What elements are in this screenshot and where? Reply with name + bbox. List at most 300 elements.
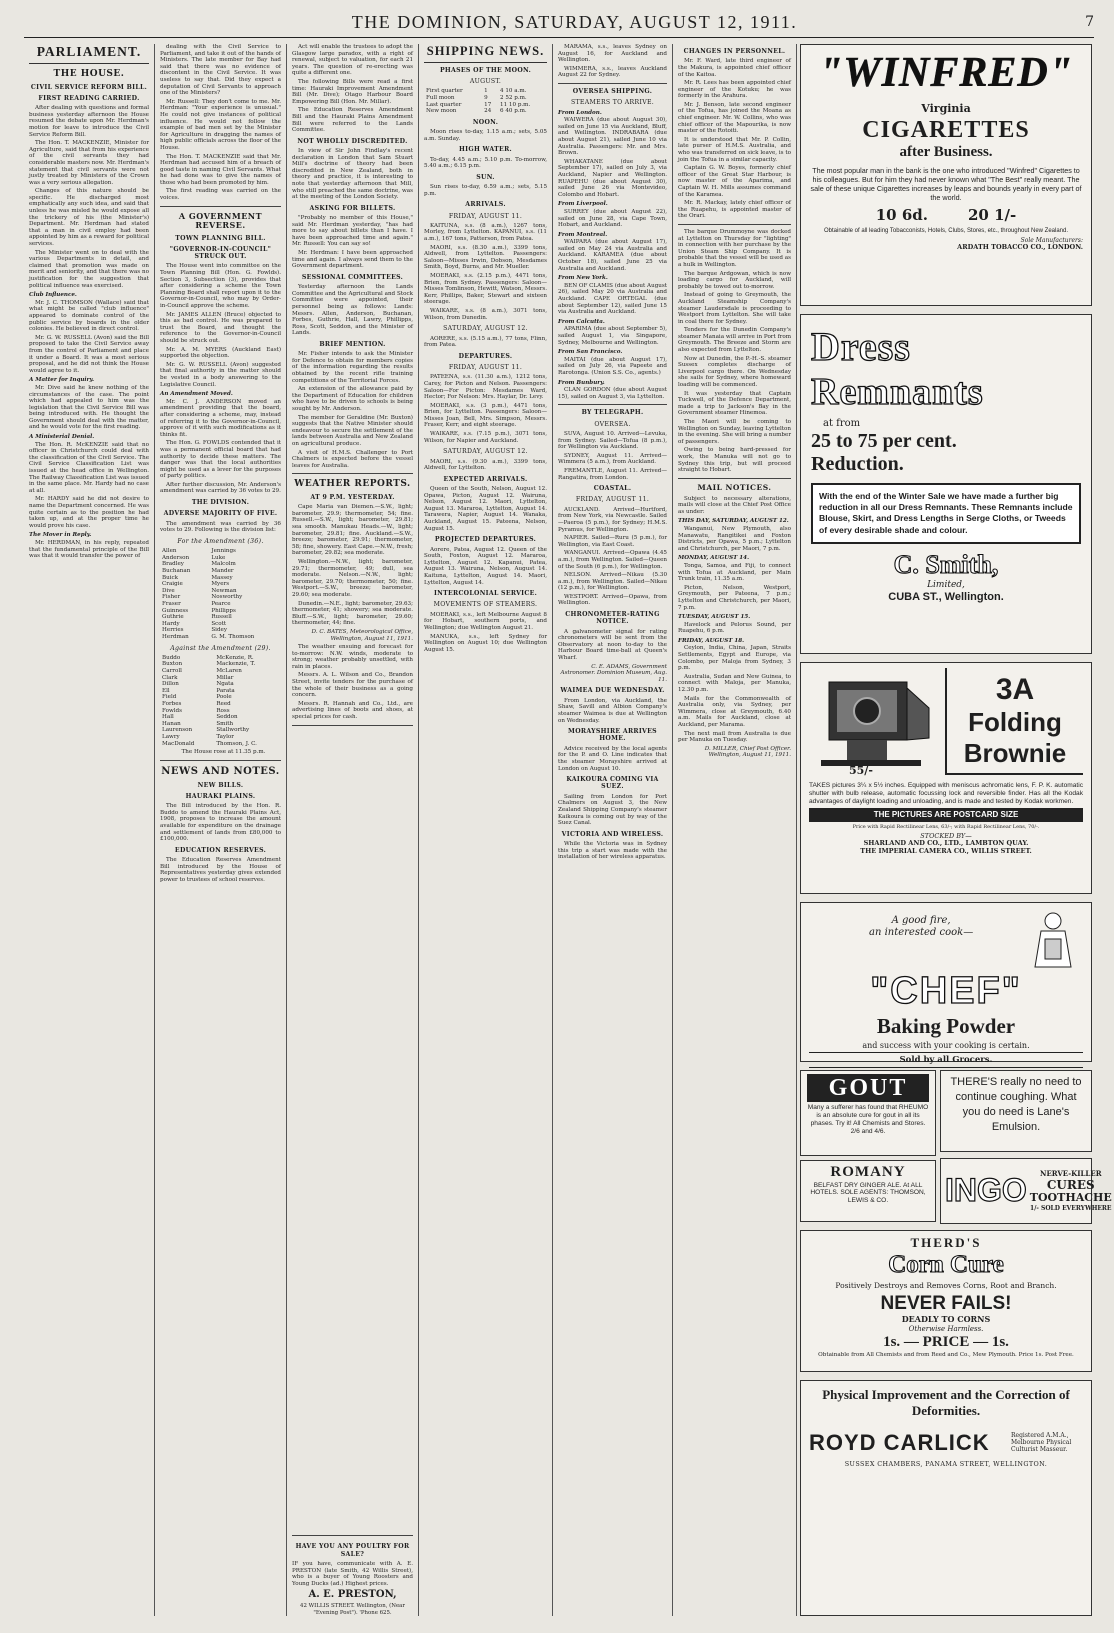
advert-text: IF you have, communicate with A. E. PRESTON (late Smith, 42 Willis Street), who is a buyer of Young Roosters and Young Ducks (ad.) Highest prices. [292, 1561, 413, 1587]
article-paragraph: The Hon. R. McKENZIE said that no officer in Christchurch could deal with the classification of the Civil Service. The Civil Service Classification List was issued at the head office in Wellington. The Railway Classification List was issued in the same place. Mr. Hardy had no case at all. [29, 441, 149, 494]
table-cell: Carroll [162, 668, 182, 674]
masthead [24, 8, 1094, 38]
brownie-folding: Folding [968, 707, 1062, 738]
subheading: CIVIL SERVICE REFORM BILL. [30, 83, 148, 91]
table-cell: Hall [162, 714, 174, 721]
ingo-sold: 1/- SOLD EVERYWHERE [1030, 1205, 1112, 1213]
camera-illustration [809, 668, 939, 778]
table-cell: Hardy [162, 620, 180, 627]
article-paragraph: The Hon. G. FOWLDS contended that it was a permanent official board that had authority to decide these matters. The danger was that the local authorities might be used as a lever for the purposes of party politics. [160, 440, 281, 480]
corn-obtainable: Obtainable from All Chemists and from Reed and Co., Mew Plymouth. Price 1s. Post Free. [818, 1352, 1074, 1359]
subheading: From Montreal. [558, 231, 608, 238]
subheading: ADVERSE MAJORITY OF FIVE. [163, 510, 278, 518]
column-3 [287, 44, 419, 1616]
article-paragraph: Yesterday afternoon the Lands Committee and the Agricultural and Stock Committee were appointed, their personnel being as follows: Lands: Messrs. Allen, Anderson, Buchanan, Forbes, Guthrie, Hall, Lawry, Phillipps, Ross, Scott, Seddon, and the Minister of Lands. [292, 284, 413, 337]
article-paragraph: Act will enable the trustees to adopt the Glasgow large paradox, with a right of renewal, subject to valuation, for each 21 years. The question of re-erecting was quite a different one. [292, 44, 413, 77]
table-cell: Luke [211, 554, 226, 561]
article-paragraph: Ceylon, India, China, Japan, Straits Settlements, Egypt and Europe, via Colombo, per Maloja from Sydney, 3 p.m. [678, 645, 791, 672]
subheading: A Ministerial Denial. [29, 434, 95, 441]
subheading: SUN. [476, 173, 495, 181]
carlick-registered: Registered A.M.A., Melbourne Physical Culturist Masseur. [1011, 1431, 1072, 1454]
table-row [160, 681, 281, 688]
column-6 [673, 44, 797, 1616]
article-paragraph: Subject to necessary alterations, mails will close at the Chief Post Office as under: [678, 495, 791, 515]
table-cell: Full moon [426, 94, 455, 101]
article-paragraph: Owing to being hard-pressed for work, the Manuka will not go to Sydney this trip, but will proceed straight to Hobart. [678, 447, 791, 474]
article-paragraph: The barque Drummoyne was docked at Lyttelton on Thursday for "lighting" in connection with her purchase by the Union Steam Ship Company. It is probable that the vessel will be used as a hulk in Wellington. [678, 228, 791, 268]
smith-limited: Limited, [927, 580, 965, 591]
article-paragraph: While the Victoria was in Sydney this trip a start was made with the installation of her wireless apparatus. [558, 841, 667, 861]
subheading: COASTAL. [593, 485, 632, 493]
article-paragraph: The Bill introduced by the Hon. R. Buddo to amend the Hauraki Plains Act, 1908, proposes to increase the amount available for expenditure on the drainage and settlement of lands from £80,000 to £100,000. [160, 803, 281, 843]
subheading: From Liverpool. [558, 201, 608, 208]
subheading: STEAMERS TO ARRIVE. [570, 99, 655, 107]
article-paragraph: Mr. J. C. THOMSON (Wallace) said that what might be called "club influence" appeared to dominate control of the public service by boards in the older colonies. He believed in direct control. [29, 299, 149, 333]
table-cell: Mander [211, 567, 234, 574]
article-paragraph: Queen of the South, Nelson, August 12. Opawa, Picton, August 12. Wairuna, Nelson, August 12. Maori, Lyttelton, August 13. Mararoa, Lyttelton, August 14. Tarawera, Napier, August 14. Wanaka, Auckland, August 15. Pateena, Nelson, August 15. [424, 486, 547, 532]
table-row [160, 621, 281, 628]
article-paragraph: MANUKA, s.s., left Sydney for Wellington on August 10; due Wellington August 15. [424, 633, 547, 653]
winfred-dealers: Obtainable of all leading Tobacconists, Hotels, Clubs, Stores, etc., throughout New Zealand. [823, 228, 1069, 235]
table-row [424, 88, 547, 95]
article-paragraph: Mr. R. Mackay, lately chief officer of the Ruapehu, is appointed master of the Orari. [678, 200, 791, 220]
subheading: FIRST READING CARRIED. [38, 94, 140, 102]
article-paragraph: Mr. G. W. RUSSELL (Avon) said the Bill proposed to take the Civil Service away from the control of Parliament and place it under a Board. It was a most serious proposal, and he did not think the House would agree to it. [29, 334, 149, 374]
table-cell: Ell [162, 687, 170, 694]
article-paragraph: The amendment was carried by 36 votes to 29. Following is the division list: [160, 520, 281, 534]
subheading: OVERSEA SHIPPING. [572, 87, 653, 95]
article-paragraph: Mr. Fisher intends to ask the Minister for Defence to obtain for members copies of the information regarding the results obtained by the recent rifle training competitions of the Territorial Forces. [292, 351, 413, 384]
chef-interested-cook: an interested cook— [869, 926, 974, 938]
table-cell: Russell [211, 614, 232, 621]
table-cell: Reed [216, 700, 231, 707]
column-2 [155, 44, 287, 1616]
divider [292, 725, 413, 726]
chef-good-fire: A good fire, [891, 915, 951, 926]
chef-success: and success with your cooking is certain. [862, 1040, 1030, 1050]
remnants-dress: Dress [811, 324, 911, 369]
subheading: From San Francisco. [558, 349, 623, 356]
table-cell: Fisher [162, 594, 181, 601]
table-cell: Seddon [216, 714, 238, 721]
article-paragraph: SURREY (due about August 22), sailed on June 28, via Cape Town, Hobart, and Auckland. [558, 208, 667, 229]
subheading: FRIDAY, AUGUST 11. [448, 364, 523, 371]
subheading: ASKING FOR BILLETS. [309, 204, 396, 212]
table-cell: Mackenzie, T. [216, 661, 256, 668]
divider [558, 83, 667, 84]
advert-address: 42 WILLIS STREET. Wellington, (Near "Evening Post"). 'Phone 625. [300, 1603, 405, 1616]
article-paragraph: APARIMA (due about September 5), sailed August 1, via Singapore, Sydney, Melbourne and Wellington. [558, 326, 667, 346]
table-cell: 11 10 p.m. [500, 101, 531, 108]
table-cell: Dive [162, 587, 175, 594]
table-cell: Guthrie [162, 614, 184, 621]
subheading: NOON. [472, 118, 499, 126]
table-cell: Parata [216, 687, 235, 694]
table-cell: Herdman [162, 633, 189, 640]
article-paragraph: MAORI, s.s. (8.30 a.m.), 3399 tons, Aldwell, from Lyttelton. Passengers: Saloon—Misses Irwin, Dobson, Mesdames Smith, Boyd, Burns, and Mr. Mueller. [424, 244, 547, 271]
signature: D. C. BATES, Meteorological Office, Wellington, August 11, 1911. [311, 628, 413, 642]
winfred-virginia: Virginia [921, 101, 971, 115]
table-cell: Pearce [211, 600, 231, 607]
subheading: FRIDAY, AUGUST 11. [448, 212, 523, 220]
article-paragraph: Australia, Sudan and New Guinea, to connect with Maloja, per Manuka, 12.30 p.m. [678, 673, 791, 694]
article-paragraph: Sailing from London for Port Chalmers on August 3, the New Zealand Shipping Company's steamer Kaikoura is coming out by way of the Suez Canal. [558, 793, 667, 827]
chef-baking-powder: Baking Powder [876, 1013, 1016, 1038]
article-paragraph: WESTPORT. Arrived—Opawa, from Wellington. [558, 593, 667, 607]
subheading: From London. [558, 109, 602, 116]
table-row [424, 102, 547, 109]
smith-address: CUBA ST., Wellington. [888, 590, 1004, 603]
article-paragraph: Changes of this nature should be specific. He discharged most emphatically any such idea, and said that unless he was misled he would expose all the trickery of his (the Minister's) Department. Mr. Herdman had stated that a man in civil employ had been appointed by him as a reward for political services. [29, 188, 149, 248]
article-paragraph: Mr. R. Lees has been appointed chief engineer of the Kotuku; he was formerly in the Arahura. [678, 80, 791, 100]
winfred-price-20: 20 1/- [968, 206, 1017, 225]
gout-advert [800, 1070, 936, 1156]
article-paragraph: The Education Reserves Amendment Bill and the Hauraki Plains Amendment Bill were referred to the Lands Committee. [292, 107, 413, 134]
subheading: From Calcutta. [558, 318, 605, 325]
article-paragraph: Wanganui, New Plymouth, also Manawatu, Rangitikei and Foxton Districts, per Opawa, 5 p.m.; Lyttelton and Christchurch, per Maori, 7 p.m. [678, 525, 791, 552]
parliament-heading: PARLIAMENT. [29, 44, 149, 64]
article-paragraph: Cape Maria van Diemen.—S.W., light; barometer, 29.9; thermometer, 54; fine. Russell.—S.W., light; barometer, 29.81; sea smooth. Manukau Heads.—W., light; barometer, 29.81; fine. Auckland.—S.W., breeze; barometer, 29.91; thermometer, 58; fine, showery. East Cape.—N.W., fresh; barometer, 29.82; sea moderate. [292, 504, 413, 557]
article-paragraph: WIMMERA, s.s., leaves Auckland August 22 for Sydney. [558, 65, 667, 79]
column-1 [24, 44, 155, 1616]
divider [678, 478, 791, 479]
table-row [160, 708, 281, 715]
column-4 [419, 44, 553, 1616]
subheading: SATURDAY, AUGUST 12. [443, 448, 528, 456]
table-cell: Poole [216, 694, 232, 701]
table-cell: Ross [216, 707, 230, 714]
table-row [160, 601, 281, 608]
corn-deadly: DEADLY TO CORNS [901, 1314, 991, 1325]
corn-harmless: Otherwise Harmless. [908, 1324, 984, 1333]
article-paragraph: WANGANUI. Arrived—Opawa (4.45 a.m.), from Wellington. Sailed—Queen of the South (6 p.m.), for Wellington. [558, 550, 667, 570]
article-paragraph: Tenders for the Dunedin Company's steamer Manaia will arrive in Port from Greymouth. The Breeze and Storm are also expected from Lyttelton. [678, 327, 791, 354]
table-row [160, 594, 281, 601]
brownie-top [809, 668, 1083, 778]
table-cell: Bradley [162, 561, 184, 568]
subheading: MOVEMENTS OF STEAMERS. [433, 601, 538, 609]
article-paragraph: A visit of H.M.S. Challenger to Port Chalmers is expected before the vessel leaves for Australia. [292, 449, 413, 469]
subheading: The Mover in Reply. [29, 532, 92, 539]
remnants-body: With the end of the Winter Sale we have made a further big reduction in all our Dress Remnants. These Remnants include Blouse, Skirt, and Dress Lengths in Serge Cloths, or Tweeds of every desirable shade and colour. [819, 491, 1073, 535]
table-cell: Anderson [162, 554, 190, 561]
article-paragraph: MOERAKI, s.s., left Melbourne August 8 for Hobart, southern ports, and Wellington; due Wellington August 21. [424, 611, 547, 631]
article-paragraph: Mr. HERDMAN, in his reply, repeated that the fundamental principle of the Bill was that it would transfer the power of [29, 539, 149, 560]
winfred-prices [809, 207, 1083, 225]
subheading: FRIDAY, AUGUST 18. [678, 637, 745, 644]
winfred-body: The most popular man in the bank is the one who introduced "Winfred" Cigarettes to his colleagues. But for him they had never known what "The Best" really meant. The sale of these unique Cigarettes increases by leaps and bounds yearly in every part of the world. [810, 165, 1082, 203]
table-row [160, 668, 281, 675]
table-row [160, 555, 281, 562]
subheading: PHASES OF THE MOON. [439, 66, 532, 74]
cook-figure-icon [1023, 909, 1083, 969]
subheading: FRIDAY, AUGUST 11. [575, 496, 650, 504]
subheading: Club Influence. [29, 292, 77, 299]
table-row [160, 694, 281, 701]
ingo-lines [1030, 1170, 1112, 1212]
table-cell: Ngata [216, 681, 234, 688]
article-paragraph: Captain G. W. Boyes, formerly chief officer of the Great Star Harbour, is now master of the Aparima, and Captain W. H. Mills assumes command of the Karamea. [678, 165, 791, 198]
article-paragraph: CLAN GORDON (due about August 15), sailed on August 3, via Lyttelton. [558, 387, 667, 400]
article-paragraph: NELSON. Arrived—Nikau (5.30 a.m.), from Wellington. Sailed—Nikau (12 p.m.), for Wellington. [558, 572, 667, 592]
divider [160, 206, 281, 207]
article-paragraph: The Hon. T. MACKENZIE, Minister for Agriculture, said that from his experience of the civil servants they had considerable masters now. Mr. Herdman's statement that civil servants were not justly treated by Ministers of the Crown was a very serious allegation. [29, 140, 149, 186]
subheading: A Matter for Inquiry. [29, 377, 95, 384]
table-cell: Lawry [162, 733, 180, 740]
corn-cure-title: Corn Cure [888, 1251, 1004, 1279]
ginger-brand: ROMANY [830, 1164, 906, 1180]
subheading: An Amendment Moved. [160, 391, 233, 398]
article-paragraph: WAIKARE, s.s. (7.15 p.m.), 3071 tons, Wilson, for Napier and Auckland. [424, 431, 547, 444]
table-row [160, 714, 281, 721]
subheading: OVERSEA. [594, 420, 631, 428]
division-ayes-heading: For the Amendment (36). [177, 537, 264, 545]
government-reverse-heading: A GOVERNMENT REVERSE. [178, 210, 263, 231]
table-cell: Guinness [162, 607, 189, 614]
table-cell: Buddo [162, 654, 181, 661]
article-paragraph: An extension of the allowance paid by the Department of Education for children who have to be driven to schools is being sought by Mr. Anderson. [292, 386, 413, 412]
chef-advert [800, 902, 1092, 1066]
article-paragraph: A galvanometer signal for rating chronometers will be sent from the Observatory at noon to-day to the Harbour Board time-ball at Queen's Wharf. [558, 628, 667, 662]
subheading: ARRIVALS. [465, 201, 506, 209]
article-paragraph: MARAMA, s.s., leaves Sydney on August 16, for Auckland and Wellington. [558, 44, 667, 64]
corn-brand: THERD'S [910, 1235, 982, 1250]
advert-name: A. E. PRESTON, [308, 1589, 397, 1601]
article-paragraph: Mr. Dive said he knew nothing of the circumstances of the case. The point which had appealed to him was the legislation that the Civil Service Bill was being introduced with. He thought the Government should deal with the matter, and he would vote for the first reading. [29, 384, 149, 431]
article-paragraph: The next mail from Australia is due per Manuka on Tuesday. [678, 730, 791, 744]
subheading: TUESDAY, AUGUST 15. [678, 614, 751, 621]
table-cell: New moon [426, 108, 457, 115]
brownie-body: TAKES pictures 3¼ x 5½ inches. Equipped with meniscus achromatic lens, F. P. K. automatic shutter with bulb release, automatic focussing lock and reversible finder. Has all the Kodak advantages of daylight loading and unloading, and is made and tested by Kodak workmen. [809, 782, 1083, 805]
subheading: AT 9 P.M. YESTERDAY. [310, 493, 395, 501]
ingo-brand: INGO [945, 1172, 1027, 1209]
table-cell: 24 [484, 108, 492, 115]
winfred-makers: ARDATH TOBACCO CO., LONDON. [957, 243, 1083, 252]
signature: C. E. ADAMS, Government Astronomer. Dominion Museum, Aug. 11. [560, 663, 667, 683]
article-paragraph: After dealing with questions and formal business yesterday afternoon the House resumed the debate upon Mr. Herdman's motion for leave to introduce the Civil Service Reform Bill. [29, 105, 149, 138]
winfred-cigarettes: CIGARETTES [862, 116, 1030, 143]
article-paragraph: NAPIER. Sailed—Ruru (5 p.m.), for Wellington, via East Coast. [558, 535, 667, 548]
gout-headline: GOUT [807, 1074, 929, 1102]
news-notes-heading: NEWS AND NOTES. [161, 765, 280, 777]
mail-notices-heading: MAIL NOTICES. [697, 482, 772, 492]
table-cell: 4 10 a.m. [500, 88, 527, 95]
division-ayes-table [160, 548, 281, 640]
table-cell: First quarter [426, 88, 463, 95]
table-cell: Fowlds [162, 707, 182, 714]
division-noes-heading: Against the Amendment (29). [170, 644, 271, 652]
article-paragraph: WAIPARA (due about August 17), sailed on May 24 via Australia and Auckland. KARAMEA (due about October 18), sailed June 25 via Australia and Auckland. [558, 239, 667, 272]
article-paragraph: Instead of going to Greymouth, the Auckland Steamship Company's steamer Laudersdale is proceeding to Westport from Lyttelton. She will take in coal there for Sydney. [678, 292, 791, 325]
carlick-headline: Physical Improvement and the Correction of Deformities. [822, 1387, 1070, 1419]
subheading: HAURAKI PLAINS. [185, 792, 256, 800]
table-row [160, 734, 281, 741]
brownie-name: Brownie [963, 738, 1067, 769]
article-paragraph: Mr. G. W. RUSSELL (Avon) suggested that final authority in the matter should be vested in a body answering to the Legislative Council. [160, 361, 281, 388]
table-row [160, 614, 281, 621]
article-paragraph: The following Bills were read a first time: Hauraki Improvement Amendment Bill (Mr. Dive); Otago Harbour Board Empowering Bill (Hon. Mr. Millar). [292, 78, 413, 105]
article-paragraph: WAIWERA (due about August 30), sailed on June 15 via Auckland, Bluff, and Wellington. INDRABARA (due about August 21), sailed June 10 via Australia. Passengers: Mr. and Mrs. Brown. [558, 117, 667, 157]
table-cell: Forbes [162, 700, 182, 707]
table-cell: Buchanan [162, 567, 191, 574]
table-cell: Craigie [162, 581, 183, 588]
divider [160, 760, 281, 761]
table-row [160, 581, 281, 588]
table-row [160, 548, 281, 555]
table-cell: MacDonald [162, 740, 195, 747]
subheading: AUGUST. [469, 78, 502, 86]
article-paragraph: MAITAI (due about August 17), sailed on July 26, via Papeete and Rarotonga. (Union S.S. Co., agents.) [558, 356, 667, 376]
table-cell: Last quarter [426, 101, 462, 108]
article-paragraph: Advice received by the local agents for the P. and O. Line indicates that the steamer Morayshire arrived at London on August 10. [558, 745, 667, 772]
article-paragraph: SUVA, August 10. Arrived—Levuka, from Sydney. Sailed—Tofua (8 p.m.), for Wellington via Auckland. [558, 430, 667, 451]
table-cell: McKenzie, R. [216, 654, 254, 661]
division-noes-table [160, 655, 281, 747]
corn-removes: Positively Destroys and Removes Corns, Root and Branch. [835, 1280, 1057, 1290]
table-cell: Phillipps [211, 607, 236, 614]
remnants-remnants: Remnants [811, 371, 984, 414]
article-paragraph: Moon rises to-day, 1.15 a.m.; sets, 5.05 a.m. Sunday. [424, 129, 547, 142]
article-paragraph: The first reading was carried on the voices. [160, 188, 281, 202]
table-row [160, 561, 281, 568]
moon-phases-table [424, 88, 547, 114]
chef-sold-by: Sold by all Grocers. [809, 1052, 1083, 1068]
subheading: BY TELEGRAPH. [581, 409, 644, 417]
subheading: EDUCATION RESERVES. [174, 846, 267, 854]
table-row [160, 634, 281, 641]
table-cell: Newman [211, 587, 237, 594]
article-paragraph: Now at Dunedin, the P.-H.-S. steamer Sussex completes discharge of Liverpool cargo there. On Wednesday she sails for Sydney, where homeward loading will be commenced. [678, 355, 791, 389]
remnants-percent: 25 to 75 per cent. [811, 429, 957, 452]
table-row [160, 575, 281, 582]
article-paragraph: SYDNEY, August 11. Arrived—Wimmera (5 a.m.), from Auckland. [558, 452, 667, 466]
preston-advert [292, 1535, 413, 1616]
brownie-stockist-2: THE IMPERIAL CAMERA CO., WILLIS STREET. [860, 846, 1032, 855]
table-row [424, 95, 547, 102]
subheading: From Bunbury. [558, 379, 605, 386]
carlick-advert [800, 1380, 1092, 1616]
signature: D. MILLER, Chief Post Officer. Wellington, August 11, 1911. [704, 745, 791, 759]
carlick-name: ROYD CARLICK [809, 1429, 990, 1455]
article-paragraph: Mr. A. M. MYERS (Auckland East) supported the objection. [160, 346, 281, 360]
advert-headline: HAVE YOU ANY POULTRY FOR SALE? [295, 1543, 410, 1558]
divider [678, 224, 791, 225]
remnants-reduction: Reduction. [811, 453, 904, 476]
chef-top [809, 909, 1083, 969]
table-row [160, 721, 281, 728]
brownie-title [945, 668, 1083, 775]
subheading: INTERCOLONIAL SERVICE. [433, 590, 538, 598]
table-cell: Massey [211, 574, 233, 581]
ingo-cures: CURES [1046, 1178, 1095, 1193]
article-paragraph: "Probably no member of this House," said Mr. Herdman yesterday, "has had more to say about billets than I have. I have been approached time and again." Mr. Russell: You can say so! [292, 215, 413, 248]
article-paragraph: Mr. HARDY said he did not desire to name the Department concerned. He was quite certain as to the position he had taken up, and at the proper time he would prove his case. [29, 496, 149, 529]
article-paragraph: From London, via Auckland, the Shaw, Savill and Albion Company's steamer Waimea is due at Wellington on Wednesday. [558, 697, 667, 724]
article-paragraph: The House rose at 11.35 p.m. [181, 749, 266, 756]
ingo-nerve-killer: NERVE-KILLER [1040, 1168, 1102, 1178]
article-paragraph: The House went into committee on the Town Planning Bill (Hon. G. Fowlds). Section 3, Subsection (3), provides that after considering a scheme the Town Planning Board shall report upon it to the Governor-in-Council, who may by Order-in-Council approve the scheme. [160, 263, 281, 310]
table-row [160, 661, 281, 668]
table-cell: Scott [211, 620, 227, 627]
subheading: DEPARTURES. [458, 352, 513, 360]
subheading: KAIKOURA COMING VIA SUEZ. [566, 776, 659, 791]
table-cell: Jennings [211, 548, 236, 555]
brownie-stocked: STOCKED BY— [920, 831, 972, 840]
subheading: EXPECTED ARRIVALS. [443, 475, 528, 483]
article-paragraph: The Maori will be coming to Wellington on Sunday, leaving Lyttelton in the evening. She will bring a number of passengers. [678, 419, 791, 445]
remnants-at-from: at from [823, 418, 861, 430]
table-cell: 2 52 p.m. [500, 94, 527, 101]
table-row [160, 701, 281, 708]
brownie-price: 55/- [849, 764, 873, 778]
article-paragraph: Messrs. R. Hannah and Co., Ltd., are advertising lines of boots and shoes, at special prices for cash. [292, 700, 413, 721]
table-row [160, 688, 281, 695]
table-cell: Allen [162, 548, 177, 555]
table-row [160, 741, 281, 748]
table-row [160, 627, 281, 634]
camera-icon [809, 668, 939, 778]
article-paragraph: Picton, Nelson, Westport, Greymouth, per Pateena, 7 p.m.; Lyttelton and Christchurch, per Maori, 7 p.m. [678, 584, 791, 611]
corn-never-fails: NEVER FAILS! [880, 1292, 1012, 1314]
winfred-brand: "WINFRED" [818, 50, 1074, 96]
shipping-news-heading: SHIPPING NEWS. [424, 44, 547, 63]
article-paragraph: MOERAKI, s.s. (3 p.m.), 4471 tons, Brien, for Lyttelton. Passengers: Saloon—Misses Joan, Bell, Mrs. Simpson, Messrs. Fraser, Kerr, and eight steerage. [424, 402, 547, 429]
table-cell: 6 40 p.m. [500, 108, 527, 115]
winfred-price-10: 10 6d. [875, 206, 928, 225]
table-cell: 1 [484, 88, 488, 95]
ginger-ale-advert [800, 1160, 936, 1222]
table-cell: Myers [211, 581, 230, 588]
divider [558, 404, 667, 405]
table-cell: Herries [162, 627, 184, 634]
article-paragraph: Mr. Russell: They don't come to me. Mr. Herdman: "Your experience is unusual." He could not give instances of political influence. He would not follow the example of bad men set by the Minister for Agriculture in dragging the names of high public officials across the floor of the House. [160, 98, 281, 151]
subheading: From New York. [558, 275, 608, 282]
article-paragraph: After further discussion, Mr. Anderson's amendment was carried by 36 votes to 29. [160, 481, 281, 495]
subheading: BRIEF MENTION. [319, 340, 386, 348]
page-number: 7 [1085, 14, 1094, 31]
remnants-box [811, 483, 1081, 544]
smith-remnants-advert [800, 314, 1092, 654]
article-paragraph: It is understood that Mr. P. Collin, late purser of H.M.S. Australia, and who was transferred on sick leave, is to join the Tofua in a similar capacity. [678, 136, 791, 163]
article-paragraph: The weather ensuing and forecast for to-morrow: N.W. winds, moderate to strong; weather probably unsettled, with rain in places. [292, 644, 413, 670]
article-paragraph: BEN OF CLAMIS (due about August 26), sailed May 20 via Australia and Auckland. CAPE ORTEGAL (due about September 12), sailed June 15 via Australia and Auckland. [558, 282, 668, 316]
column-5 [553, 44, 673, 1616]
article-paragraph: Mr. JAMES ALLEN (Bruce) objected to this as bad control. He was prepared to trust the Board, and thought the reference to the Governor-in-Council should be struck out. [160, 311, 281, 344]
subheading: TOWN PLANNING BILL. [175, 234, 266, 242]
subheading: SESSIONAL COMMITTEES. [301, 273, 404, 281]
carlick-address: SUSSEX CHAMBERS, PANAMA STREET, WELLINGTON. [844, 1460, 1048, 1469]
table-cell: G. M. Thomson [211, 633, 255, 640]
subheading: CHRONOMETER-RATING NOTICE. [565, 611, 660, 626]
subheading: NEW BILLS. [197, 781, 244, 789]
smith-firm: C. Smith, [893, 549, 999, 579]
table-cell: Fraser [162, 600, 181, 607]
table-cell: Sidey [211, 627, 228, 634]
subheading: MORAYSHIRE ARRIVES HOME. [568, 728, 657, 743]
table-cell: Nosworthy [211, 594, 243, 601]
article-paragraph: The Minister went on to deal with the various Departments in detail, and claimed that promotion was made on merit and seniority, and that there was no justification for the suggestion that political influence was exercised. [29, 249, 149, 289]
table-cell: Buxton [162, 661, 183, 668]
subheading: WAIMEA DUE WEDNESDAY. [560, 687, 665, 695]
article-paragraph: The barque Ardgowan, which is now loading cargo for Auckland, will probably be towed out to-morrow. [678, 270, 791, 290]
subheading: THIS DAY, SATURDAY, AUGUST 12. [678, 518, 789, 525]
table-cell: Dillon [162, 681, 179, 688]
table-row [160, 588, 281, 595]
subheading: NOT WHOLLY DISCREDITED. [297, 137, 408, 145]
winfred-advert [800, 44, 1092, 306]
corn-price: 1s. — PRICE — 1s. [883, 1333, 1009, 1350]
ingo-toothache: TOOTHACHE [1029, 1191, 1112, 1205]
